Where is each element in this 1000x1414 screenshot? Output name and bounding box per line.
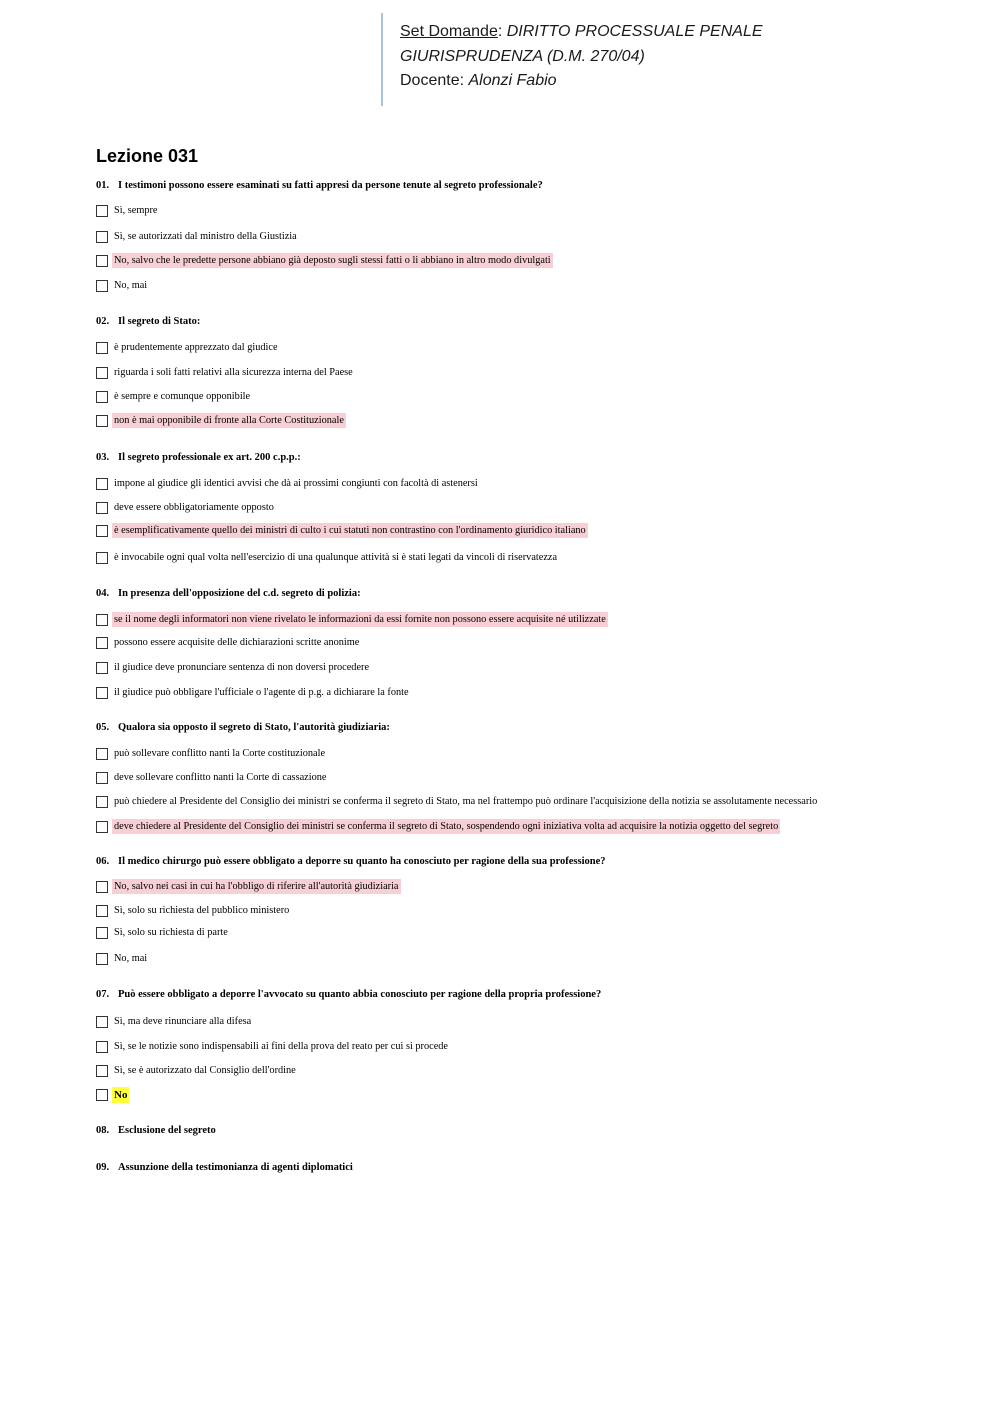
answer-checkbox[interactable] [96, 231, 108, 243]
question-number: 04. [96, 588, 110, 599]
question-text: In presenza dell'opposizione del c.d. segreto di polizia: [118, 588, 361, 599]
answer-checkbox[interactable] [96, 1016, 108, 1028]
answer-checkbox[interactable] [96, 205, 108, 217]
answer-option[interactable] [96, 203, 159, 218]
answer-checkbox[interactable] [96, 614, 108, 626]
answer-option[interactable] [96, 746, 327, 761]
answer-option[interactable] [96, 660, 371, 675]
lesson-title: Lezione 031 [96, 146, 199, 166]
subject-line-2-row [400, 45, 763, 70]
answer-text: deve sollevare conflitto nanti la Corte di cassazione [114, 772, 327, 783]
answer-text: Sì, solo su richiesta del pubblico ministero [114, 905, 290, 916]
answer-text: No, salvo nei casi in cui ha l'obbligo di riferire all'autorità giudiziaria [114, 881, 399, 892]
question-7 [96, 989, 601, 1000]
answer-text: No [114, 1089, 128, 1101]
answer-checkbox[interactable] [96, 905, 108, 917]
question-text: Il segreto di Stato: [118, 316, 201, 327]
answer-option[interactable] [96, 612, 608, 627]
question-number: 01. [96, 180, 110, 191]
answer-text: riguarda i soli fatti relativi alla sicurezza interna del Paese [114, 367, 353, 378]
answer-checkbox[interactable] [96, 748, 108, 760]
answer-text: il giudice può obbligare l'ufficiale o l'agente di p.g. a dichiarare la fonte [114, 687, 409, 698]
answer-option[interactable] [96, 500, 276, 515]
question-text: Il medico chirurgo può essere obbligato a deporre su quanto ha conosciuto per ragione della sua professione? [118, 856, 606, 867]
subject-line-1: DIRITTO PROCESSUALE PENALE [506, 23, 763, 40]
answer-option[interactable] [96, 365, 355, 380]
answer-checkbox[interactable] [96, 391, 108, 403]
answer-text: No, mai [114, 953, 148, 964]
question-number: 08. [96, 1125, 110, 1136]
question-text: Può essere obbligato a deporre l'avvocato su quanto abbia conosciuto per ragione della propria professione? [118, 989, 602, 1000]
answer-text: No, mai [114, 280, 148, 291]
question-text: Assunzione della testimonianza di agenti diplomatici [118, 1162, 353, 1173]
answer-checkbox[interactable] [96, 280, 108, 292]
question-text: Il segreto professionale ex art. 200 c.p.p.: [118, 452, 301, 463]
question-number: 09. [96, 1162, 110, 1173]
question-number: 03. [96, 452, 110, 463]
answer-checkbox[interactable] [96, 796, 108, 808]
answer-text: No, salvo che le predette persone abbiano già deposto sugli stessi fatti o li abbiano in altro modo divulgati [114, 255, 551, 266]
answer-checkbox[interactable] [96, 525, 108, 537]
answer-option[interactable] [96, 951, 149, 966]
answer-option[interactable] [96, 1087, 129, 1103]
answer-option[interactable] [96, 1014, 253, 1029]
question-number: 05. [96, 722, 110, 733]
answer-text: deve essere obbligatoriamente opposto [114, 502, 274, 513]
answer-text: può chiedere al Presidente del Consiglio dei ministri se conferma il segreto di Stato, ma nel frattempo può ordinare l'acquisizione della notizia se assolutamente necessario [114, 796, 818, 807]
answer-text: Sì, se le notizie sono indispensabili ai fini della prova del reato per cui si procede [114, 1041, 448, 1052]
set-label: Set Domande [400, 23, 498, 40]
answer-text: può sollevare conflitto nanti la Corte costituzionale [114, 748, 326, 759]
question-9 [96, 1162, 353, 1173]
answer-option[interactable] [96, 925, 230, 940]
teacher-name: Alonzi Fabio [468, 72, 557, 89]
answer-option[interactable] [96, 389, 252, 404]
question-1 [96, 180, 543, 191]
answer-option[interactable] [96, 903, 291, 918]
question-number: 02. [96, 316, 110, 327]
answer-text: Sì, ma deve rinunciare alla difesa [114, 1016, 252, 1027]
answer-checkbox[interactable] [96, 637, 108, 649]
answer-checkbox[interactable] [96, 821, 108, 833]
answer-text: il giudice deve pronunciare sentenza di non doversi procedere [114, 662, 370, 673]
answer-checkbox[interactable] [96, 342, 108, 354]
question-8 [96, 1125, 216, 1136]
answer-checkbox[interactable] [96, 662, 108, 674]
answer-option[interactable] [96, 278, 149, 293]
question-number: 07. [96, 989, 110, 1000]
answer-text: è invocabile ogni qual volta nell'esercizio di una qualunque attività si è stati legati da vincoli di riservatezza [114, 552, 558, 563]
answer-text: se il nome degli informatori non viene rivelato le informazioni da essi fornite non possono essere acquisite né utilizzate [114, 614, 606, 625]
answer-option[interactable] [96, 794, 819, 809]
subject-line-2: GIURISPRUDENZA (D.M. 270/04) [400, 47, 645, 65]
answer-text: Sì, se è autorizzato dal Consiglio dell'ordine [114, 1065, 296, 1076]
answer-checkbox[interactable] [96, 552, 108, 564]
answer-checkbox[interactable] [96, 1041, 108, 1053]
teacher-line [400, 69, 763, 94]
answer-option[interactable] [96, 340, 280, 355]
answer-checkbox[interactable] [96, 881, 108, 893]
answer-option[interactable] [96, 229, 299, 244]
answer-text: Sì, se autorizzati dal ministro della Giustizia [114, 231, 297, 242]
answer-text: è sempre e comunque opponibile [114, 391, 251, 402]
answer-option[interactable] [96, 253, 553, 268]
question-text: Qualora sia opposto il segreto di Stato, l'autorità giudiziaria: [118, 722, 390, 733]
question-5 [96, 722, 390, 733]
question-text: Esclusione del segreto [118, 1125, 216, 1136]
answer-checkbox[interactable] [96, 255, 108, 267]
answer-text: Sì, sempre [114, 205, 158, 216]
answer-checkbox[interactable] [96, 1089, 108, 1101]
answer-option[interactable] [96, 476, 480, 491]
document-header [381, 13, 763, 106]
answer-option[interactable] [96, 413, 346, 428]
answer-checkbox[interactable] [96, 502, 108, 514]
answer-checkbox[interactable] [96, 927, 108, 939]
answer-checkbox[interactable] [96, 772, 108, 784]
answer-option[interactable] [96, 1039, 450, 1054]
answer-text: Sì, solo su richiesta di parte [114, 927, 228, 938]
answer-checkbox[interactable] [96, 953, 108, 965]
answer-option[interactable] [96, 819, 780, 834]
question-3 [96, 452, 301, 463]
answer-option[interactable] [96, 523, 588, 538]
answer-text: possono essere acquisite delle dichiarazioni scritte anonime [114, 637, 360, 648]
question-text: I testimoni possono essere esaminati su fatti appresi da persone tenute al segreto professionale? [118, 180, 543, 191]
answer-text: è prudentemente apprezzato dal giudice [114, 342, 278, 353]
question-4 [96, 588, 361, 599]
question-number: 06. [96, 856, 110, 867]
question-2 [96, 316, 200, 327]
answer-text: è esemplificativamente quello dei ministri di culto i cui statuti non contrastino con l'ordinamento giuridico italiano [114, 525, 586, 536]
answer-checkbox[interactable] [96, 478, 108, 490]
answer-option[interactable] [96, 635, 361, 650]
answer-text: non è mai opponibile di fronte alla Corte Costituzionale [114, 415, 344, 426]
answer-option[interactable] [96, 770, 328, 785]
answer-checkbox[interactable] [96, 687, 108, 699]
answer-option[interactable] [96, 1063, 298, 1078]
question-6 [96, 856, 606, 867]
answer-option[interactable] [96, 879, 401, 894]
teacher-label: Docente: [400, 72, 465, 89]
answer-text: deve chiedere al Presidente del Consiglio dei ministri se conferma il segreto di Stato, sospendendo ogni iniziativa volta ad acquisire la notizia oggetto del segreto [114, 821, 779, 832]
answer-checkbox[interactable] [96, 367, 108, 379]
answer-checkbox[interactable] [96, 1065, 108, 1077]
answer-option[interactable] [96, 550, 559, 565]
answer-checkbox[interactable] [96, 415, 108, 427]
answer-text: impone al giudice gli identici avvisi che dà ai prossimi congiunti con facoltà di astenersi [114, 478, 478, 489]
answer-option[interactable] [96, 685, 411, 700]
set-line: Set Domande: DIRITTO PROCESSUALE PENALE [400, 23, 763, 40]
